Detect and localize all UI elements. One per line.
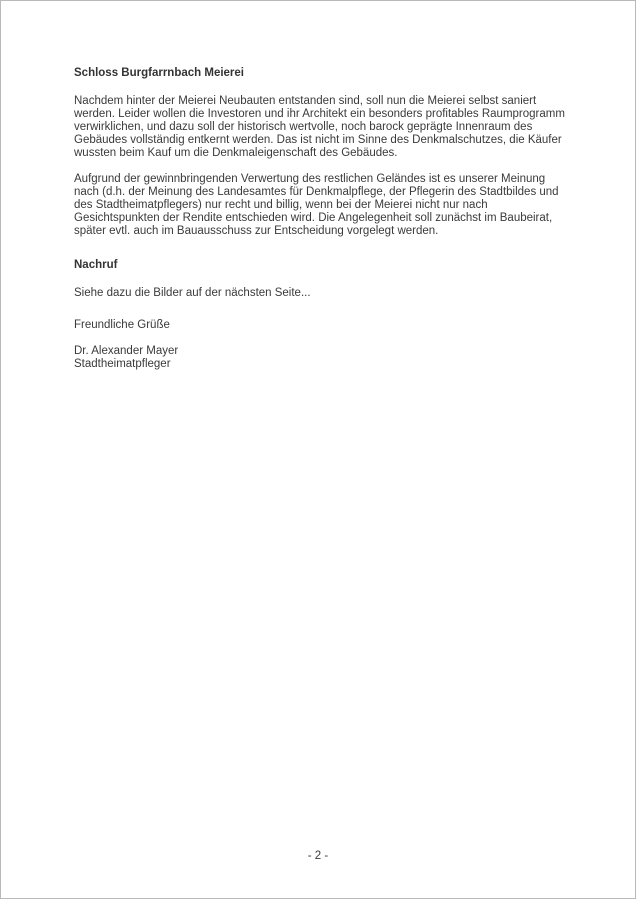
- document-content: [74, 67, 568, 371]
- document-heading: Schloss Burgfarrnbach Meierei: [74, 67, 244, 79]
- signature-name: Dr. Alexander Mayer: [74, 345, 179, 357]
- signature-title: Stadtheimatpfleger: [74, 358, 171, 370]
- closing-line: Freundliche Grüße: [74, 319, 170, 331]
- paragraph-2: Aufgrund der gewinnbringenden Verwertung des restlichen Geländes ist es unserer Meinung nach (d.h. der Meinung des Landesamtes für Denkmalpflege, der Pflegerin des Stadtbildes und des Stadtheimatpflegers) nur recht und billig, wenn bei der Meierei nicht nur nach Gesichtspunkten der Rendite entschieden wird. Die Angelegenheit soll zunächst im Baubeirat, später evtl. auch im Bauausschuss zur Entscheidung vorgelegt werden.: [74, 173, 559, 237]
- section-subheading: Nachruf: [74, 259, 118, 271]
- page-number: - 2 -: [307, 850, 329, 862]
- paragraph-1: Nachdem hinter der Meierei Neubauten entstanden sind, soll nun die Meierei selbst saniert werden. Leider wollen die Investoren und ihr Architekt ein besonders profitables Raumprogramm verwirklichen, und dazu soll der historisch wertvolle, noch barock geprägte Innenraum des Gebäudes vollständig entkernt werden. Das ist nicht im Sinne des Denkmalschutzes, die Käufer wussten beim Kauf um die Denkmaleigenschaft des Gebäudes.: [74, 95, 565, 159]
- signature-block: [74, 345, 568, 371]
- note-line: Siehe dazu die Bilder auf der nächsten Seite...: [74, 287, 311, 299]
